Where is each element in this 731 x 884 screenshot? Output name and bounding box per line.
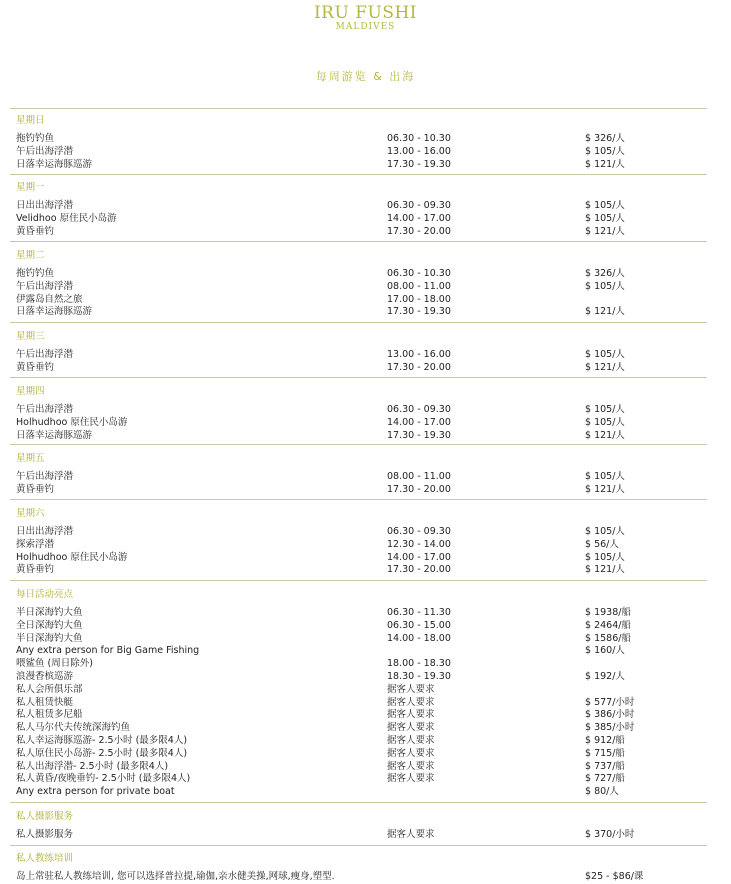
activity-name: 黄昏垂钓	[16, 361, 55, 373]
activity-time: 17.30 - 19.30	[387, 158, 451, 170]
activity-time: 18.30 - 19.30	[387, 670, 451, 682]
schedule-row	[16, 281, 706, 294]
schedule-row	[16, 684, 706, 697]
activity-price: $ 912/船	[585, 734, 625, 746]
activity-time: 14.00 - 17.00	[387, 416, 451, 428]
activity-time: 17.00 - 18.00	[387, 293, 451, 305]
activity-time: 08.00 - 11.00	[387, 471, 451, 482]
activity-price: $ 121/人	[585, 361, 625, 373]
activity-time: 13.00 - 16.00	[387, 349, 451, 360]
section-title: 私人教练培训	[16, 853, 74, 864]
activity-time: 据客人要求	[387, 773, 435, 785]
activity-time: 17.30 - 20.00	[387, 225, 451, 237]
activity-name: 私人租赁多尼船	[16, 709, 83, 721]
activity-name: 私人幸运海豚巡游- 2.5小时 (最多限4人)	[16, 734, 188, 746]
schedule-row	[16, 200, 706, 213]
schedule-row	[16, 748, 706, 761]
activity-time: 17.30 - 20.00	[387, 483, 451, 495]
activity-price: $ 121/人	[585, 564, 625, 576]
activity-name: 午后出海浮潜	[16, 404, 74, 415]
activity-price: $ 105/人	[585, 212, 625, 224]
activity-price: $ 105/人	[585, 145, 625, 157]
schedule-row	[16, 404, 706, 417]
activity-name: 私人租赁快艇	[16, 696, 74, 708]
activity-name: 日出出海浮潜	[16, 200, 74, 211]
section-1	[16, 114, 706, 171]
schedule-row	[16, 722, 706, 735]
schedule-row	[16, 564, 706, 577]
schedule-row	[16, 607, 706, 620]
activity-name: 黄昏垂钓	[16, 564, 55, 576]
schedule-row	[16, 539, 706, 552]
schedule-row	[16, 697, 706, 710]
activity-price: $ 715/船	[585, 747, 625, 759]
activity-name: 午后出海浮潜	[16, 145, 74, 157]
schedule-row	[16, 159, 706, 172]
section-title: 星期三	[16, 331, 45, 342]
activity-price: $ 386/小时	[585, 709, 635, 721]
activity-price: $ 105/人	[585, 404, 625, 415]
activity-time: 据客人要求	[387, 709, 435, 721]
activity-price: $ 737/船	[585, 760, 625, 772]
schedule-row	[16, 362, 706, 375]
activity-price: $ 370/小时	[585, 829, 635, 840]
activity-time: 14.00 - 17.00	[387, 212, 451, 224]
activity-name: Any extra person for Big Game Fishing	[16, 645, 200, 657]
section-title: 星期五	[16, 453, 45, 464]
activity-name: 拖钓钓鱼	[16, 268, 55, 279]
activity-price: $ 105/人	[585, 200, 625, 211]
activity-name: 私人黄昏/夜晚垂钓- 2.5小时 (最多限4人)	[16, 773, 191, 785]
section-divider	[10, 174, 707, 175]
activity-name: 日落幸运海豚巡游	[16, 429, 93, 441]
schedule-row	[16, 552, 706, 565]
schedule-row	[16, 471, 706, 484]
activity-price: $ 105/人	[585, 349, 625, 360]
schedule-row	[16, 709, 706, 722]
activity-time: 据客人要求	[387, 760, 435, 772]
activity-price: $ 105/人	[585, 416, 625, 428]
activity-time: 12.30 - 14.00	[387, 538, 451, 550]
page-title: 每周游览 & 出海	[315, 70, 416, 83]
schedule-row	[16, 484, 706, 497]
activity-time: 06.30 - 09.30	[387, 200, 451, 211]
activity-price: $ 385/小时	[585, 722, 635, 734]
activity-name: 拖钓钓鱼	[16, 133, 55, 144]
schedule-row	[16, 430, 706, 443]
activity-name: 全日深海钓大鱼	[16, 619, 83, 631]
activity-price: $ 326/人	[585, 268, 625, 279]
section-title: 星期四	[16, 386, 45, 397]
section-10	[16, 852, 706, 884]
activity-name: 私人马尔代夫传统深海钓鱼	[16, 722, 131, 734]
activity-time: 14.00 - 17.00	[387, 551, 451, 563]
section-5	[16, 385, 706, 442]
schedule-row	[16, 306, 706, 319]
section-divider	[10, 802, 707, 803]
activity-price: $ 105/人	[585, 551, 625, 563]
schedule-row	[16, 645, 706, 658]
activity-price: $ 2464/船	[585, 619, 631, 631]
section-8	[16, 588, 706, 799]
section-divider	[10, 499, 707, 500]
section-4	[16, 330, 706, 375]
activity-price: $ 192/人	[585, 670, 625, 682]
section-3	[16, 249, 706, 319]
activity-name: 浪漫香槟巡游	[16, 670, 74, 682]
activity-time: 08.00 - 11.00	[387, 280, 451, 292]
section-9	[16, 810, 706, 842]
section-title: 星期二	[16, 250, 45, 261]
section-7	[16, 507, 706, 577]
schedule-row	[16, 761, 706, 774]
schedule-row	[16, 349, 706, 362]
activity-time: 据客人要求	[387, 696, 435, 708]
activity-price: $ 1938/船	[585, 607, 631, 618]
activity-name: 私人会所俱乐部	[16, 683, 83, 695]
section-title: 星期六	[16, 508, 45, 519]
activity-name: 午后出海浮潜	[16, 349, 74, 360]
activity-price: $ 121/人	[585, 429, 625, 441]
activity-price: $ 160/人	[585, 645, 625, 657]
activity-name: 日落幸运海豚巡游	[16, 306, 93, 318]
activity-price: $ 326/人	[585, 133, 625, 144]
schedule-row	[16, 786, 706, 799]
activity-name: 黄昏垂钓	[16, 225, 55, 237]
section-divider	[10, 241, 707, 242]
activity-name: 岛上常驻私人教练培训, 您可以选择普拉提,瑜伽,亲水健美操,网球,瘦身,塑型.	[16, 871, 335, 882]
activity-time: 据客人要求	[387, 829, 435, 840]
section-title: 每日活动亮点	[16, 589, 74, 600]
schedule-row	[16, 294, 706, 307]
activity-time: 14.00 - 18.00	[387, 632, 451, 644]
schedule-row	[16, 133, 706, 146]
activity-name: 日落幸运海豚巡游	[16, 158, 93, 170]
brand-name: IRU FUSHI	[313, 3, 418, 23]
schedule-row	[16, 829, 706, 842]
schedule-row	[16, 633, 706, 646]
schedule-row	[16, 268, 706, 281]
activity-price: $ 121/人	[585, 483, 625, 495]
activity-time: 据客人要求	[387, 734, 435, 746]
activity-price: $ 105/人	[585, 471, 625, 482]
schedule-row	[16, 671, 706, 684]
schedule-row	[16, 658, 706, 671]
activity-time: 06.30 - 10.30	[387, 133, 451, 144]
activity-name: 午后出海浮潜	[16, 280, 74, 292]
section-title: 星期一	[16, 182, 45, 193]
activity-time: 06.30 - 09.30	[387, 404, 451, 415]
activity-name: 伊露岛自然之旅	[16, 293, 83, 305]
activity-time: 06.30 - 09.30	[387, 526, 451, 537]
schedule-row	[16, 773, 706, 786]
section-divider	[10, 444, 707, 445]
schedule-row	[16, 735, 706, 748]
activity-name: 私人原住民小岛游- 2.5小时 (最多限4人)	[16, 747, 188, 759]
brand-location: MALDIVES	[335, 22, 396, 32]
section-divider	[10, 845, 707, 846]
schedule-row	[16, 871, 706, 884]
activity-time: 06.30 - 11.30	[387, 607, 451, 618]
activity-time: 据客人要求	[387, 747, 435, 759]
activity-price: $ 121/人	[585, 225, 625, 237]
activity-time: 06.30 - 10.30	[387, 268, 451, 279]
activity-name: 日出出海浮潜	[16, 526, 74, 537]
activity-time: 18.00 - 18.30	[387, 658, 451, 670]
activity-price: $ 121/人	[585, 158, 625, 170]
activity-price: $ 1586/船	[585, 632, 631, 644]
schedule-row	[16, 213, 706, 226]
activity-price: $ 121/人	[585, 306, 625, 318]
activity-name: 半日深海钓大鱼	[16, 632, 83, 644]
activity-price: $ 56/人	[585, 538, 619, 550]
activity-price: $25 - $86/课	[585, 871, 644, 882]
schedule-row	[16, 146, 706, 159]
schedule-row	[16, 226, 706, 239]
activity-price: $ 105/人	[585, 280, 625, 292]
activity-name: 探索浮潜	[16, 538, 55, 550]
section-divider	[10, 322, 707, 323]
activity-name: 黄昏垂钓	[16, 483, 55, 495]
activity-name: Any extra person for private boat	[16, 786, 175, 798]
activity-time: 据客人要求	[387, 683, 435, 695]
activity-price: $ 577/小时	[585, 696, 635, 708]
section-2	[16, 181, 706, 238]
schedule-row	[16, 417, 706, 430]
activity-time: 17.30 - 19.30	[387, 429, 451, 441]
activity-name: Velidhoo 原住民小岛游	[16, 212, 117, 224]
activity-name: 半日深海钓大鱼	[16, 607, 83, 618]
activity-name: 私人摄影服务	[16, 829, 74, 840]
activity-time: 06.30 - 15.00	[387, 619, 451, 631]
activity-time: 13.00 - 16.00	[387, 145, 451, 157]
activity-time: 17.30 - 20.00	[387, 361, 451, 373]
section-divider	[10, 108, 707, 109]
activity-time: 据客人要求	[387, 722, 435, 734]
schedule-row	[16, 620, 706, 633]
section-title: 私人摄影服务	[16, 811, 74, 822]
activity-price: $ 727/船	[585, 773, 625, 785]
activity-name: 私人出海浮潜- 2.5小时 (最多限4人)	[16, 760, 169, 772]
activity-time: 17.30 - 19.30	[387, 306, 451, 318]
activity-price: $ 80/人	[585, 786, 619, 798]
activity-name: 喂鲨鱼 (周日除外)	[16, 658, 93, 670]
schedule-row	[16, 526, 706, 539]
section-divider	[10, 580, 707, 581]
activity-time: 17.30 - 20.00	[387, 564, 451, 576]
section-title: 星期日	[16, 115, 45, 126]
activity-name: Holhudhoo 原住民小岛游	[16, 551, 128, 563]
section-6	[16, 452, 706, 497]
activity-name: 午后出海浮潜	[16, 471, 74, 482]
section-divider	[10, 377, 707, 378]
activity-price: $ 105/人	[585, 526, 625, 537]
activity-name: Holhudhoo 原住民小岛游	[16, 416, 128, 428]
